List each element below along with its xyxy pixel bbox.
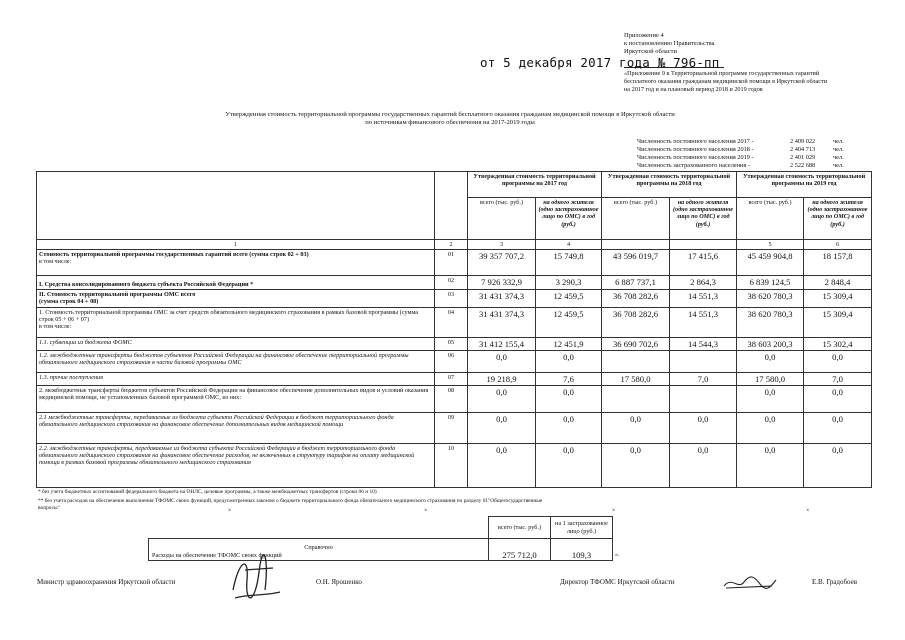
cell-value: 0,0 (804, 443, 872, 487)
reference-label (149, 539, 489, 561)
population-value-2017: 2 409 022 (790, 138, 816, 145)
cell-value: 36 690 702,6 (602, 337, 670, 350)
reference-blank (149, 517, 489, 539)
population-value-2019: 2 401 029 (790, 154, 816, 161)
row-label-text: Стоимость территориальной программы государственных гарантий всего (сумма строк 02 + 03) (39, 251, 309, 259)
minister-name: О.Н. Ярошенко (316, 578, 362, 586)
director-signature (720, 572, 780, 594)
decree-underline (624, 67, 724, 68)
row-label: 2.1 межбюджетные трансферты, передаваемые из бюджета субъекта Российской Федерации в бюджет территориального фонда обязательного медицинского страхования на финансовое обеспечение дополнительных видов медицинской помощи (37, 412, 435, 443)
table-row (37, 307, 872, 337)
header-2018: Утвержденная стоимость территориальной программы на 2018 год (602, 172, 737, 198)
cell-value: 7,6 (536, 372, 602, 385)
column-number (602, 240, 670, 250)
cell-value: 0,0 (737, 350, 804, 372)
insured-population-value: 2 522 688 (790, 162, 816, 169)
population-label-2017: Численность постоянного населения 2017 - (637, 138, 754, 145)
title-line-1: Утвержденная стоимость территориальной программы государственных гарантий бесплатного оказания гражданам медицинской помощи в Иркутской области (225, 111, 675, 118)
decree-stamp: от 5 декабря 2017 года № 796-пп (480, 55, 720, 70)
row-label-sub: в том числе: (39, 323, 72, 331)
column-number: 5 (737, 240, 804, 250)
row-code: 10 (435, 443, 468, 487)
subheader-total: всего (тыс. руб.) (602, 198, 670, 240)
cell-value: 0,0 (804, 350, 872, 372)
subheader-total: всего (тыс. руб.) (468, 198, 536, 240)
subheader-total: всего (тыс. руб.) (737, 198, 804, 240)
cell-value: 15 749,8 (536, 250, 602, 276)
cell-value: 12 459,5 (536, 307, 602, 337)
cell-value: 0,0 (468, 350, 536, 372)
cost-table (36, 171, 872, 488)
closing-quote: ». (615, 552, 620, 558)
cell-value: 39 357 707,2 (468, 250, 536, 276)
cell-value: 12 451,9 (536, 337, 602, 350)
appendix-line-1: Приложение 4 (624, 32, 664, 39)
header-2017: Утвержденная стоимость территориальной программы на 2017 год (468, 172, 602, 198)
subheader-per-capita: на одного жителя (одно застрахованное лицо по ОМС) в год (руб.) (536, 198, 602, 240)
subheader-per-capita: на одного жителя (одно застрахованное лицо по ОМС) в год (руб.) (670, 198, 737, 240)
footnote-1: * без учета бюджетных ассигнований федерального бюджета на ОНЛС, целевые программы, а также межбюджетных трансфертов (строки 06 и 10) (38, 489, 377, 495)
column-number: 1 (37, 240, 435, 250)
column-number: 6 (804, 240, 872, 250)
row-label (37, 250, 435, 276)
cell-value: 0,0 (737, 412, 804, 443)
caption-line-1: «Приложение 9 к Территориальной программе государственных гарантий (624, 70, 820, 77)
cell-value: 0,0 (670, 412, 737, 443)
appendix-line-2: к постановлению Правительства (624, 40, 715, 47)
cell-value: 2 848,4 (804, 276, 872, 290)
column-number (670, 240, 737, 250)
table-row (37, 372, 872, 385)
row-code: 06 (435, 350, 468, 372)
cell-value: 14 544,3 (670, 337, 737, 350)
cell-value: 0,0 (602, 412, 670, 443)
row-code: 05 (435, 337, 468, 350)
cell-value: 19 218,9 (468, 372, 536, 385)
row-code: 02 (435, 276, 468, 290)
table-row (37, 412, 872, 443)
cell-value (670, 385, 737, 412)
cell-value: 17 580,0 (737, 372, 804, 385)
population-value-2018: 2 404 713 (790, 146, 816, 153)
cell-value: 14 551,3 (670, 307, 737, 337)
row-code: 08 (435, 385, 468, 412)
footnote-2: ** без учета расходов на обеспечение выполнения ТФОМС своих функций, предусмотренных законом о бюджете территориального фонда обязательного медицинского страхования по разделу 01"Общегосударственные (38, 498, 543, 504)
cell-value: 0,0 (737, 385, 804, 412)
row-code: 07 (435, 372, 468, 385)
reference-header-total: всего (тыс. руб.) (489, 517, 551, 539)
cell-value: 0,0 (602, 443, 670, 487)
director-title: Директор ТФОМС Иркутской области (560, 578, 675, 586)
cell-value: 6 839 124,5 (737, 276, 804, 290)
row-label-sub: (сумма строк 04 + 08) (39, 298, 99, 306)
population-label-2019: Численность постоянного населения 2019 - (637, 154, 754, 161)
appendix-block (624, 32, 894, 56)
cell-value: 7 926 332,9 (468, 276, 536, 290)
header-blank (37, 172, 435, 240)
minister-title: Министр здравоохранения Иркутской области (37, 578, 176, 586)
header-blank (435, 172, 468, 240)
cell-value: 15 309,4 (804, 290, 872, 307)
row-label: 1.2. межбюджетные трансферты бюджетов субъектов Российской Федерации на финансовое обеспечение территориальной программы обязательного медицинского страхования в части базовой программы ОМС (37, 350, 435, 372)
cell-value: 2 864,3 (670, 276, 737, 290)
row-code: 09 (435, 412, 468, 443)
cell-value: 31 412 155,4 (468, 337, 536, 350)
population-unit: чел. (833, 146, 844, 153)
cell-value: 0,0 (536, 443, 602, 487)
population-label-2018: Численность постоянного населения 2018 - (637, 146, 754, 153)
cell-value: 15 302,4 (804, 337, 872, 350)
title-line-2: по источникам финансового обеспечения на 2017-2019 годы (365, 119, 535, 126)
cell-value: 31 431 374,3 (468, 307, 536, 337)
mark-star: × (806, 508, 810, 514)
reference-label-1: Справочно (304, 544, 333, 552)
mark-star: × (228, 508, 232, 514)
table-row (37, 385, 872, 412)
cell-value: 15 309,4 (804, 307, 872, 337)
cell-value: 0,0 (804, 412, 872, 443)
cell-value: 0,0 (468, 385, 536, 412)
row-code: 04 (435, 307, 468, 337)
cell-value: 0,0 (468, 412, 536, 443)
cell-value: 36 708 282,6 (602, 307, 670, 337)
cell-value: 45 459 904,8 (737, 250, 804, 276)
caption-line-3: на 2017 год и на плановый период 2018 и 2019 годов (624, 86, 763, 93)
cell-value: 0,0 (536, 412, 602, 443)
cell-value: 38 620 780,3 (737, 290, 804, 307)
table-row (37, 350, 872, 372)
document-title (150, 111, 750, 127)
footnote-3: вопросы" (38, 505, 60, 511)
table-row (37, 250, 872, 276)
row-label-sub: в том числе: (39, 258, 72, 266)
cell-value: 6 887 737,1 (602, 276, 670, 290)
header-2019: Утвержденная стоимость территориальной программы на 2019 год (737, 172, 872, 198)
column-number: 3 (468, 240, 536, 250)
cell-value: 31 431 374,3 (468, 290, 536, 307)
reference-table (148, 516, 613, 561)
row-label-text: 1. Стоимость территориальной программы ОМС за счет средств обязательного медицинского страхования в рамках базовой программы (сумма строк 05 + 06 + 07) (39, 308, 419, 323)
row-label: 1.1. субвенции из бюджета ФОМС (37, 337, 435, 350)
reference-total: 275 712,0 (489, 539, 551, 561)
row-label (37, 307, 435, 337)
cell-value: 7,0 (670, 372, 737, 385)
minister-signature (225, 550, 285, 610)
cell-value: 38 620 780,3 (737, 307, 804, 337)
column-number: 4 (536, 240, 602, 250)
population-unit: чел. (833, 138, 844, 145)
insured-population-label: Численность застрахованного населения - (637, 162, 750, 169)
reference-label-2: Расходы на обеспечение ТФОМС своих функций (152, 551, 282, 559)
cell-value: 0,0 (536, 350, 602, 372)
row-label: 2.2. межбюджетные трансферты, передаваемые из бюджета субъекта Российской Федерации в бюджет территориального фонда обязательного медицинского страхования на финансовое обеспечение расходов, не включенных в структуру тарифов на оплату медицинской помощи в рамках базовой программы обязательного медицинского страхования (37, 443, 435, 487)
row-label: 2. межбюджетные трансферты бюджетов субъектов Российской Федерации на финансовое обеспечение дополнительных видов и условий оказания медицинской помощи, не установленных базовой программой ОМС, из них: (37, 385, 435, 412)
cell-value: 0,0 (737, 443, 804, 487)
mark-star: × (612, 508, 616, 514)
cell-value: 0,0 (536, 385, 602, 412)
row-code: 03 (435, 290, 468, 307)
cell-value: 36 708 282,6 (602, 290, 670, 307)
reference-header-per: на 1 застрахованное лицо (руб.) (551, 517, 613, 539)
population-unit: чел. (833, 154, 844, 161)
row-label (37, 290, 435, 307)
table-row (37, 337, 872, 350)
cell-value: 12 459,5 (536, 290, 602, 307)
appendix-caption (624, 70, 894, 94)
cell-value: 18 157,8 (804, 250, 872, 276)
reference-per: 109,3 (551, 539, 613, 561)
cell-value (670, 350, 737, 372)
cell-value: 38 603 200,3 (737, 337, 804, 350)
cell-value: 17 415,6 (670, 250, 737, 276)
population-unit: чел. (833, 162, 844, 169)
row-code: 01 (435, 250, 468, 276)
cell-value: 17 580,0 (602, 372, 670, 385)
cell-value: 0,0 (468, 443, 536, 487)
row-label: I. Средства консолидированного бюджета субъекта Российской Федерации * (37, 276, 435, 290)
table-row (37, 443, 872, 487)
row-label-text: II. Стоимость территориальной программы ОМС всего (39, 291, 196, 299)
caption-line-2: бесплатного оказания гражданам медицинской помощи в Иркутской области (624, 78, 828, 85)
table-row (37, 276, 872, 290)
cell-value: 3 290,3 (536, 276, 602, 290)
mark-star: × (424, 508, 428, 514)
appendix-line-3: Иркутской области (624, 48, 677, 55)
director-name: Е.В. Градобоев (812, 578, 858, 586)
cell-value: 0,0 (804, 385, 872, 412)
cell-value: 43 596 019,7 (602, 250, 670, 276)
subheader-per-capita: на одного жителя (одно застрахованное лицо по ОМС) в год (руб.) (804, 198, 872, 240)
column-number: 2 (435, 240, 468, 250)
cell-value: 7,0 (804, 372, 872, 385)
cell-value (602, 385, 670, 412)
cell-value (602, 350, 670, 372)
row-label: 1.3. прочие поступления (37, 372, 435, 385)
table-row (37, 290, 872, 307)
cell-value: 14 551,3 (670, 290, 737, 307)
cell-value: 0,0 (670, 443, 737, 487)
